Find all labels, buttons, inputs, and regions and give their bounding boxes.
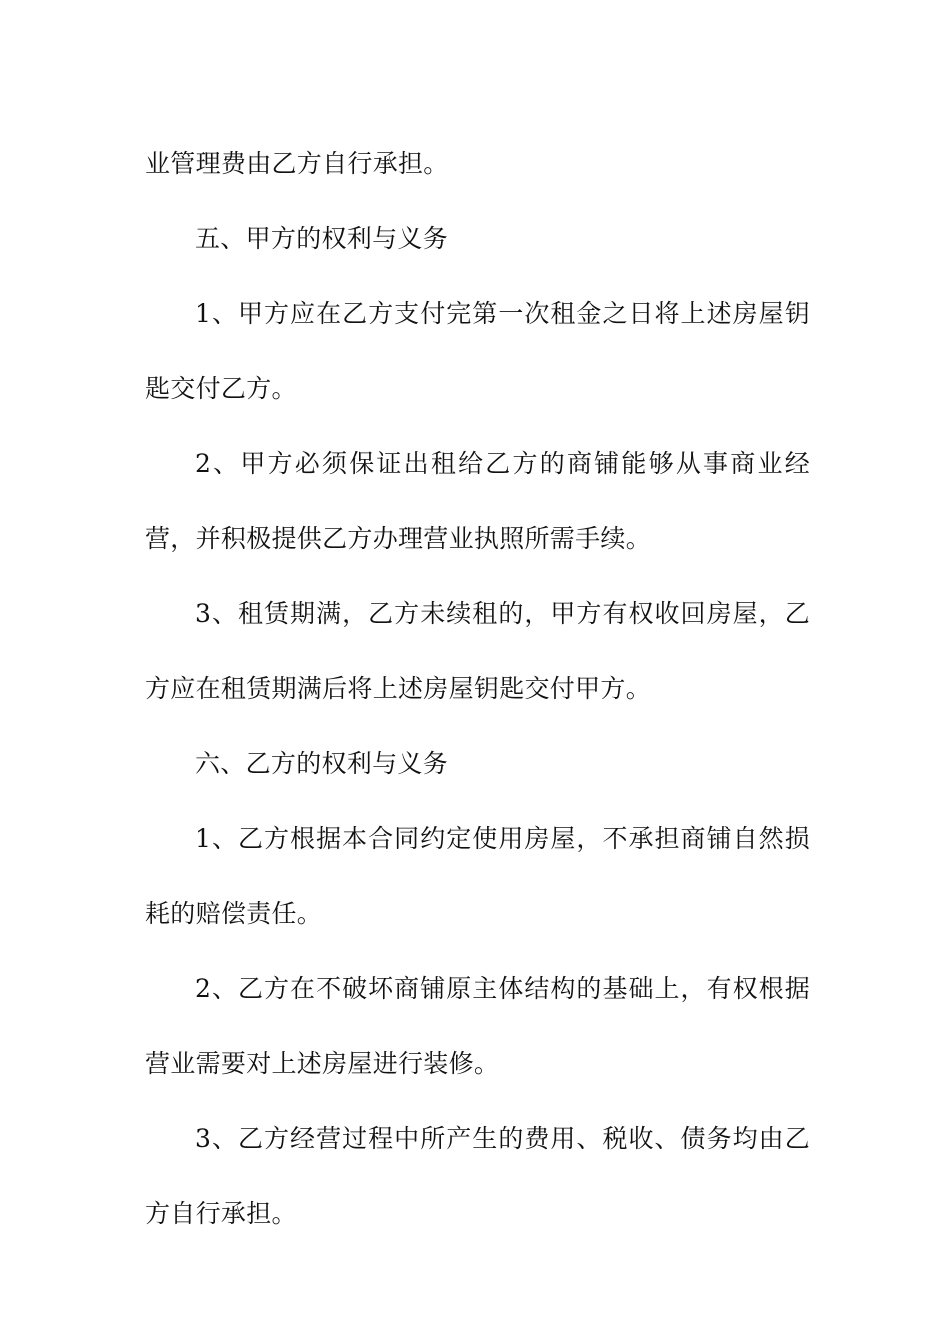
document-body — [145, 126, 810, 1251]
paragraph-five-1: 1、甲方应在乙方支付完第一次租金之日将上述房屋钥匙交付乙方。 — [145, 299, 810, 403]
paragraph-six-3: 3、乙方经营过程中所产生的费用、税收、债务均由乙方自行承担。 — [145, 1124, 810, 1228]
paragraph-six-1: 1、乙方根据本合同约定使用房屋，不承担商铺自然损耗的赔偿责任。 — [145, 824, 810, 928]
section-heading-six: 六、乙方的权利与义务 — [195, 749, 449, 778]
section-heading-five: 五、甲方的权利与义务 — [195, 224, 449, 253]
paragraph-continuation: 业管理费由乙方自行承担。 — [145, 149, 449, 178]
paragraph-five-2: 2、甲方必须保证出租给乙方的商铺能够从事商业经营，并积极提供乙方办理营业执照所需手续。 — [145, 449, 810, 553]
paragraph-five-3: 3、租赁期满，乙方未续租的，甲方有权收回房屋，乙方应在租赁期满后将上述房屋钥匙交付甲方。 — [145, 599, 810, 703]
paragraph-six-2: 2、乙方在不破坏商铺原主体结构的基础上，有权根据营业需要对上述房屋进行装修。 — [145, 974, 810, 1078]
